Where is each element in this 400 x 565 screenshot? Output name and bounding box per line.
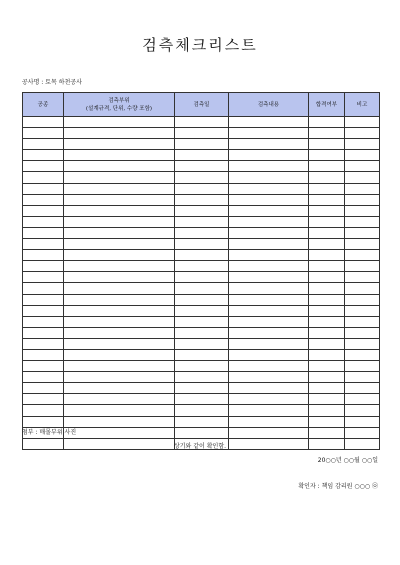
table-cell[interactable]: [175, 161, 229, 172]
table-cell[interactable]: [309, 261, 345, 272]
table-cell[interactable]: [23, 139, 64, 150]
table-cell[interactable]: [175, 283, 229, 294]
confirmation-text: 상기와 같이 확인함.: [173, 443, 227, 450]
table-cell[interactable]: [23, 250, 64, 261]
table-cell[interactable]: [229, 327, 309, 338]
table-cell[interactable]: [229, 117, 309, 128]
table-cell[interactable]: [309, 372, 345, 383]
table-cell[interactable]: [175, 349, 229, 360]
table-cell[interactable]: [64, 383, 175, 394]
table-cell[interactable]: [309, 194, 345, 205]
table-cell[interactable]: [23, 272, 64, 283]
table-row: [23, 261, 380, 272]
table-cell[interactable]: [64, 305, 175, 316]
table-cell[interactable]: [23, 349, 64, 360]
table-cell[interactable]: [229, 239, 309, 250]
table-cell[interactable]: [64, 150, 175, 161]
table-cell[interactable]: [309, 216, 345, 227]
table-cell[interactable]: [64, 250, 175, 261]
table-cell[interactable]: [345, 239, 380, 250]
table-cell[interactable]: [229, 305, 309, 316]
table-row: [23, 383, 380, 394]
table-cell[interactable]: [64, 361, 175, 372]
table-row: [23, 316, 380, 327]
table-cell[interactable]: [345, 150, 380, 161]
table-row: [23, 227, 380, 238]
table-cell[interactable]: [175, 338, 229, 349]
table-cell[interactable]: [175, 250, 229, 261]
table-cell[interactable]: [175, 372, 229, 383]
table-cell[interactable]: [175, 216, 229, 227]
table-cell[interactable]: [64, 294, 175, 305]
table-cell[interactable]: [309, 128, 345, 139]
table-row: [23, 305, 380, 316]
table-cell[interactable]: [229, 172, 309, 183]
table-cell[interactable]: [345, 272, 380, 283]
table-cell[interactable]: [345, 227, 380, 238]
table-cell[interactable]: [229, 283, 309, 294]
table-cell[interactable]: [345, 172, 380, 183]
table-row: [23, 139, 380, 150]
table-row: [23, 183, 380, 194]
table-cell[interactable]: [345, 205, 380, 216]
table-cell[interactable]: [23, 216, 64, 227]
table-cell[interactable]: [175, 272, 229, 283]
table-cell[interactable]: [23, 239, 64, 250]
table-cell[interactable]: [175, 294, 229, 305]
table-cell[interactable]: [229, 416, 309, 427]
table-cell[interactable]: [309, 394, 345, 405]
table-cell[interactable]: [345, 117, 380, 128]
table-cell[interactable]: [175, 227, 229, 238]
table-cell[interactable]: [175, 128, 229, 139]
table-cell[interactable]: [23, 383, 64, 394]
table-cell[interactable]: [64, 316, 175, 327]
table-cell[interactable]: [345, 305, 380, 316]
table-cell[interactable]: [64, 272, 175, 283]
table-cell[interactable]: [345, 128, 380, 139]
table-cell[interactable]: [175, 139, 229, 150]
table-cell[interactable]: [23, 361, 64, 372]
table-cell[interactable]: [309, 405, 345, 416]
table-cell[interactable]: [229, 216, 309, 227]
table-cell[interactable]: [23, 416, 64, 427]
table-cell[interactable]: [175, 316, 229, 327]
table-cell[interactable]: [309, 161, 345, 172]
table-cell[interactable]: [64, 405, 175, 416]
table-cell[interactable]: [229, 161, 309, 172]
table-cell[interactable]: [229, 361, 309, 372]
table-cell[interactable]: [229, 272, 309, 283]
table-cell[interactable]: [175, 117, 229, 128]
table-cell[interactable]: [309, 294, 345, 305]
date-line: 20○○년 ○○월 ○○일: [317, 457, 378, 464]
table-cell[interactable]: [23, 305, 64, 316]
table-cell[interactable]: [64, 338, 175, 349]
table-row: [23, 194, 380, 205]
table-row: [23, 117, 380, 128]
table-cell[interactable]: [64, 261, 175, 272]
table-cell[interactable]: [175, 405, 229, 416]
table-cell[interactable]: [64, 227, 175, 238]
table-row: [23, 338, 380, 349]
table-cell[interactable]: [175, 183, 229, 194]
table-cell[interactable]: [23, 194, 64, 205]
table-cell[interactable]: [345, 361, 380, 372]
table-cell[interactable]: [345, 216, 380, 227]
table-cell[interactable]: [64, 349, 175, 360]
table-row: [23, 283, 380, 294]
table-cell[interactable]: [23, 327, 64, 338]
table-cell[interactable]: [309, 327, 345, 338]
table-cell[interactable]: [229, 150, 309, 161]
table-cell[interactable]: [229, 227, 309, 238]
signer-line: 확인자 : 책임 감리원 ○○○ ㉧: [298, 483, 378, 490]
table-cell[interactable]: [23, 338, 64, 349]
table-row: [23, 205, 380, 216]
table-cell[interactable]: [345, 139, 380, 150]
table-row: [23, 172, 380, 183]
table-cell[interactable]: [345, 194, 380, 205]
table-cell[interactable]: [309, 272, 345, 283]
attachment-note: 첨부 : 매몰부위 사진: [22, 429, 77, 436]
header-remarks: 비고: [345, 93, 380, 117]
table-cell[interactable]: [229, 139, 309, 150]
table-row: [23, 294, 380, 305]
table-cell[interactable]: [175, 361, 229, 372]
table-cell[interactable]: [175, 383, 229, 394]
table-cell[interactable]: [345, 349, 380, 360]
table-cell[interactable]: [345, 183, 380, 194]
table-cell[interactable]: [229, 316, 309, 327]
table-cell[interactable]: [229, 205, 309, 216]
table-cell[interactable]: [64, 283, 175, 294]
table-cell[interactable]: [64, 128, 175, 139]
table-cell[interactable]: [309, 172, 345, 183]
table-cell[interactable]: [229, 194, 309, 205]
table-cell[interactable]: [309, 283, 345, 294]
header-work-type: 공종: [23, 93, 64, 117]
table-cell[interactable]: [309, 139, 345, 150]
table-cell[interactable]: [345, 161, 380, 172]
table-cell[interactable]: [229, 394, 309, 405]
table-cell[interactable]: [64, 161, 175, 172]
table-cell[interactable]: [309, 150, 345, 161]
header-row: [23, 93, 380, 117]
table-cell[interactable]: [345, 316, 380, 327]
table-row: [23, 416, 380, 427]
table-cell[interactable]: [175, 305, 229, 316]
table-row: [23, 216, 380, 227]
checklist-table: [22, 92, 380, 450]
table-cell[interactable]: [229, 261, 309, 272]
header-inspection-date: 검측일: [175, 93, 229, 117]
header-inspection-area: 검측부위 (설계규격, 단위, 수량 포함): [64, 93, 175, 117]
table-cell[interactable]: [309, 227, 345, 238]
table-cell[interactable]: [229, 250, 309, 261]
table-cell[interactable]: [23, 150, 64, 161]
table-cell[interactable]: [64, 139, 175, 150]
table-cell[interactable]: [175, 194, 229, 205]
table-cell[interactable]: [175, 261, 229, 272]
table-body: [23, 117, 380, 450]
table-cell[interactable]: [23, 183, 64, 194]
table-cell[interactable]: [309, 383, 345, 394]
table-cell[interactable]: [309, 183, 345, 194]
header-pass-status: 합격여부: [309, 93, 345, 117]
header-inspection-content: 검측내용: [229, 93, 309, 117]
table-cell[interactable]: [175, 205, 229, 216]
table-cell[interactable]: [309, 250, 345, 261]
table-cell[interactable]: [64, 427, 175, 438]
table-cell[interactable]: [229, 349, 309, 360]
table-row: [23, 272, 380, 283]
table-cell[interactable]: [229, 405, 309, 416]
table-cell[interactable]: [345, 338, 380, 349]
table-cell[interactable]: [64, 194, 175, 205]
table-cell[interactable]: [229, 427, 309, 438]
table-cell[interactable]: [345, 283, 380, 294]
table-row: [23, 239, 380, 250]
table-cell[interactable]: [64, 172, 175, 183]
table-row: [23, 349, 380, 360]
table-cell[interactable]: [64, 327, 175, 338]
table-cell[interactable]: [175, 427, 229, 438]
table-cell[interactable]: [229, 372, 309, 383]
table-cell[interactable]: [309, 349, 345, 360]
table-row: [23, 250, 380, 261]
table-cell[interactable]: [229, 128, 309, 139]
table-cell[interactable]: [309, 305, 345, 316]
table-row: [23, 405, 380, 416]
table-cell[interactable]: [23, 283, 64, 294]
table-cell[interactable]: [309, 316, 345, 327]
table-cell[interactable]: [309, 239, 345, 250]
table-cell[interactable]: [345, 294, 380, 305]
table-cell[interactable]: [64, 205, 175, 216]
table-cell[interactable]: [64, 216, 175, 227]
table-cell[interactable]: [23, 117, 64, 128]
table-cell[interactable]: [309, 361, 345, 372]
table-cell[interactable]: [229, 294, 309, 305]
table-cell[interactable]: [345, 372, 380, 383]
table-cell[interactable]: [23, 316, 64, 327]
table-cell[interactable]: [309, 427, 345, 438]
table-cell[interactable]: [23, 405, 64, 416]
table-cell[interactable]: [64, 394, 175, 405]
table-row: [23, 372, 380, 383]
table-cell[interactable]: [175, 416, 229, 427]
table-cell[interactable]: [23, 128, 64, 139]
table-cell[interactable]: [345, 383, 380, 394]
table-cell[interactable]: [23, 294, 64, 305]
table-row: [23, 327, 380, 338]
table-cell[interactable]: [345, 250, 380, 261]
table-row: [23, 128, 380, 139]
table-row: [23, 394, 380, 405]
table-cell[interactable]: [175, 327, 229, 338]
table-cell[interactable]: [64, 416, 175, 427]
table-cell[interactable]: [64, 183, 175, 194]
table-cell[interactable]: [229, 338, 309, 349]
project-name: 공사명 : 토목 하천공사: [22, 79, 82, 86]
table-cell[interactable]: [345, 405, 380, 416]
table-cell[interactable]: [64, 117, 175, 128]
table-row: [23, 161, 380, 172]
table-cell[interactable]: [23, 394, 64, 405]
table-cell[interactable]: [309, 117, 345, 128]
table-cell[interactable]: [175, 150, 229, 161]
table-cell[interactable]: [175, 239, 229, 250]
table-row: [23, 361, 380, 372]
table-cell[interactable]: [345, 416, 380, 427]
table-cell[interactable]: [23, 261, 64, 272]
table-cell[interactable]: [229, 183, 309, 194]
table-cell[interactable]: [23, 372, 64, 383]
table-cell[interactable]: [309, 205, 345, 216]
table-cell[interactable]: [23, 172, 64, 183]
table-cell[interactable]: [23, 205, 64, 216]
table-row: [23, 150, 380, 161]
document-title: 검측체크리스트: [142, 36, 258, 54]
table-cell[interactable]: [345, 327, 380, 338]
table-cell[interactable]: [64, 372, 175, 383]
table-cell[interactable]: [64, 239, 175, 250]
table-cell[interactable]: [345, 261, 380, 272]
table-cell[interactable]: [345, 427, 380, 438]
table-cell[interactable]: [309, 338, 345, 349]
table-cell[interactable]: [175, 172, 229, 183]
table-cell[interactable]: [23, 227, 64, 238]
table-cell[interactable]: [175, 394, 229, 405]
table-cell[interactable]: [309, 416, 345, 427]
table-cell[interactable]: [23, 161, 64, 172]
table-cell[interactable]: [229, 383, 309, 394]
table-cell[interactable]: [345, 394, 380, 405]
